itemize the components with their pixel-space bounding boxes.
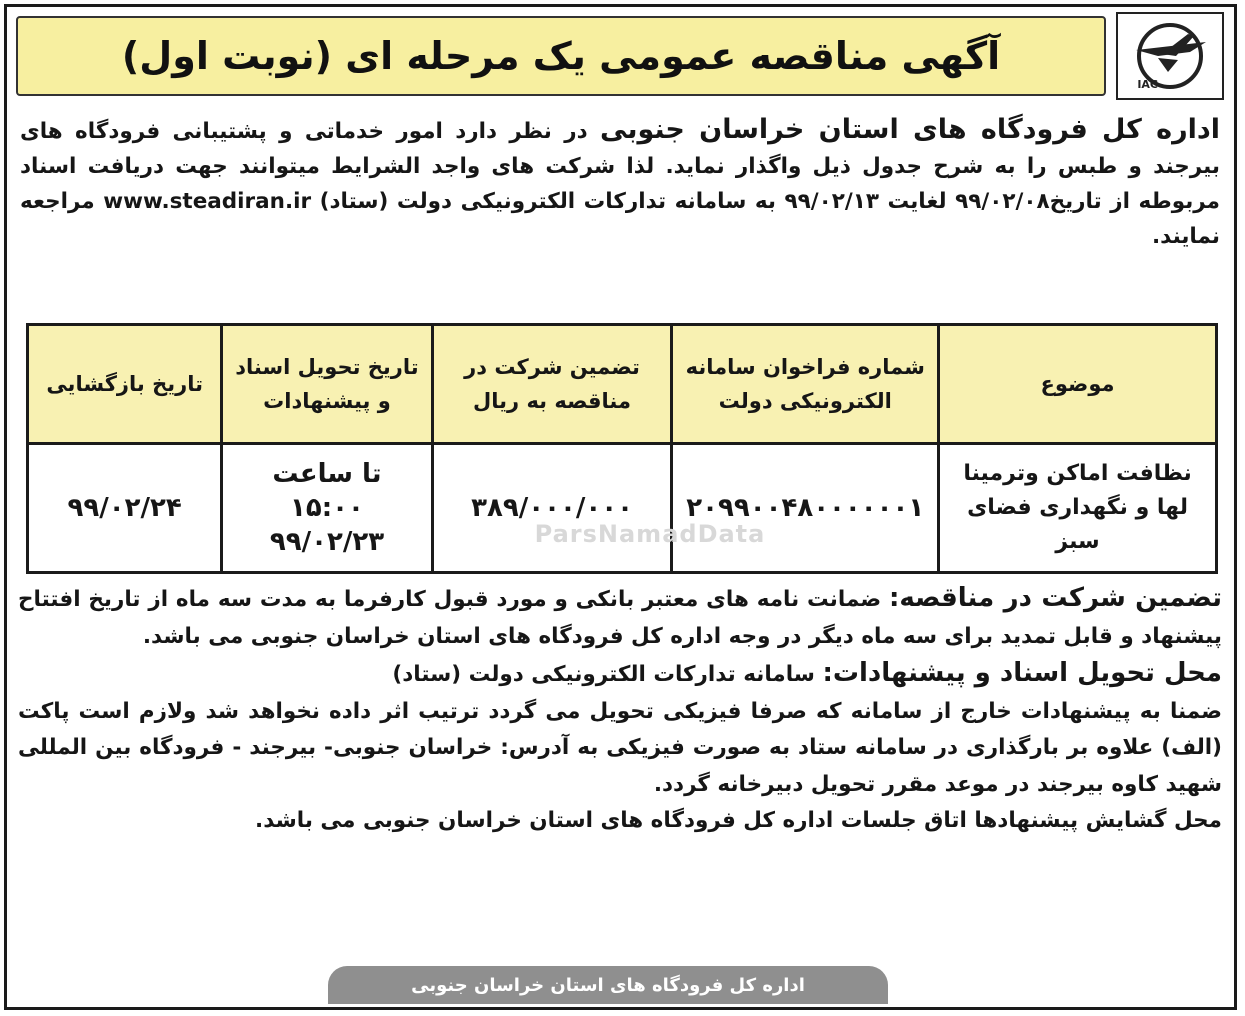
cell-call-number: ۲۰۹۹۰۰۴۸۰۰۰۰۰۰۱ bbox=[672, 444, 939, 573]
intro-text-3: به سامانه تدارکات الکترونیکی دولت (ستاد) bbox=[311, 189, 785, 214]
airplane-logo-icon bbox=[1128, 20, 1214, 94]
organization-name: اداره کل فرودگاه های استان خراسان جنوبی bbox=[600, 114, 1220, 145]
footer-banner: اداره کل فرودگاه های استان خراسان جنوبی bbox=[328, 966, 888, 1004]
table-row bbox=[28, 444, 1217, 573]
cell-subject: نظافت اماکن وترمینا لها و نگهداری فضای سبز bbox=[939, 444, 1217, 573]
watermark-text: ParsNamadData bbox=[534, 520, 766, 548]
note-paragraph: ضمنا به پیشنهادات خارج از سامانه که صرفا فیزیکی تحویل می گردد ترتیب اثر داده نخواهد شد ولازم است پاکت (الف) علاوه بر بارگذاری در سامانه ستاد به صورت فیزیکی به آدرس: خراسان جنوبی- بیرجند - فرودگاه بین المللی شهید کاوه بیرجند در موعد مقرر تحویل دبیرخانه گردد. bbox=[18, 698, 1222, 797]
guarantee-heading: تضمین شرکت در مناقصه: bbox=[888, 583, 1222, 613]
header-delivery-date: تاریخ تحویل اسناد و پیشنهادات bbox=[222, 325, 432, 444]
intro-text-1: در نظر دارد امور خدماتی و پشتیبانی فرودگاه های بیرجند و طبس را به شرح جدول ذیل واگذار نماید. لذا شرکت های واجد الشرایط میتوانند جهت دریافت اسناد مربوطه از تاریخ bbox=[20, 119, 1220, 214]
guarantee-paragraph bbox=[18, 580, 1222, 655]
logo-text: IAC bbox=[1137, 78, 1158, 91]
intro-text-2: لغایت bbox=[878, 189, 956, 214]
table-header-row bbox=[28, 325, 1217, 444]
date-to: ۹۹/۰۲/۱۳ bbox=[784, 189, 879, 214]
notice-title: آگهی مناقصه عمومی یک مرحله ای (نوبت اول) bbox=[16, 16, 1106, 96]
guarantee-text: ضمانت نامه های معتبر بانکی و مورد قبول کارفرما به مدت سه ماه از تاریخ افتتاح پیشنهاد و قابل تمدید برای سه ماه دیگر در وجه اداره کل فرودگاه های استان خراسان جنوبی می باشد. bbox=[18, 587, 1222, 649]
notice-header bbox=[12, 12, 1230, 100]
notice-body bbox=[18, 580, 1222, 840]
date-from: ۹۹/۰۲/۰۸ bbox=[955, 189, 1050, 214]
header-subject: موضوع bbox=[939, 325, 1217, 444]
airport-logo bbox=[1116, 12, 1224, 100]
location-paragraph bbox=[18, 655, 1222, 694]
header-opening-date: تاریخ بازگشایی bbox=[28, 325, 222, 444]
header-deposit: تضمین شرکت در مناقصه به ریال bbox=[432, 325, 672, 444]
header-call-number: شماره فراخوان سامانه الکترونیکی دولت bbox=[672, 325, 939, 444]
cell-delivery-date bbox=[222, 444, 432, 573]
location-heading: محل تحویل اسناد و پیشنهادات: bbox=[822, 658, 1222, 688]
website-link[interactable]: www.steadiran.ir bbox=[103, 189, 312, 214]
intro-paragraph bbox=[20, 112, 1220, 254]
delivery-date: ۹۹/۰۲/۲۳ bbox=[269, 527, 385, 557]
opening-place-paragraph: محل گشایش پیشنهادها اتاق جلسات اداره کل فرودگاه های استان خراسان جنوبی می باشد. bbox=[255, 808, 1222, 833]
location-text: سامانه تدارکات الکترونیکی دولت (ستاد) bbox=[392, 662, 823, 687]
delivery-time: تا ساعت ۱۵:۰۰ bbox=[272, 459, 382, 523]
cell-deposit: ۳۸۹/۰۰۰/۰۰۰ bbox=[432, 444, 672, 573]
cell-opening-date: ۹۹/۰۲/۲۴ bbox=[28, 444, 222, 573]
intro-text-4: مراجعه نمایند. bbox=[20, 189, 1220, 249]
